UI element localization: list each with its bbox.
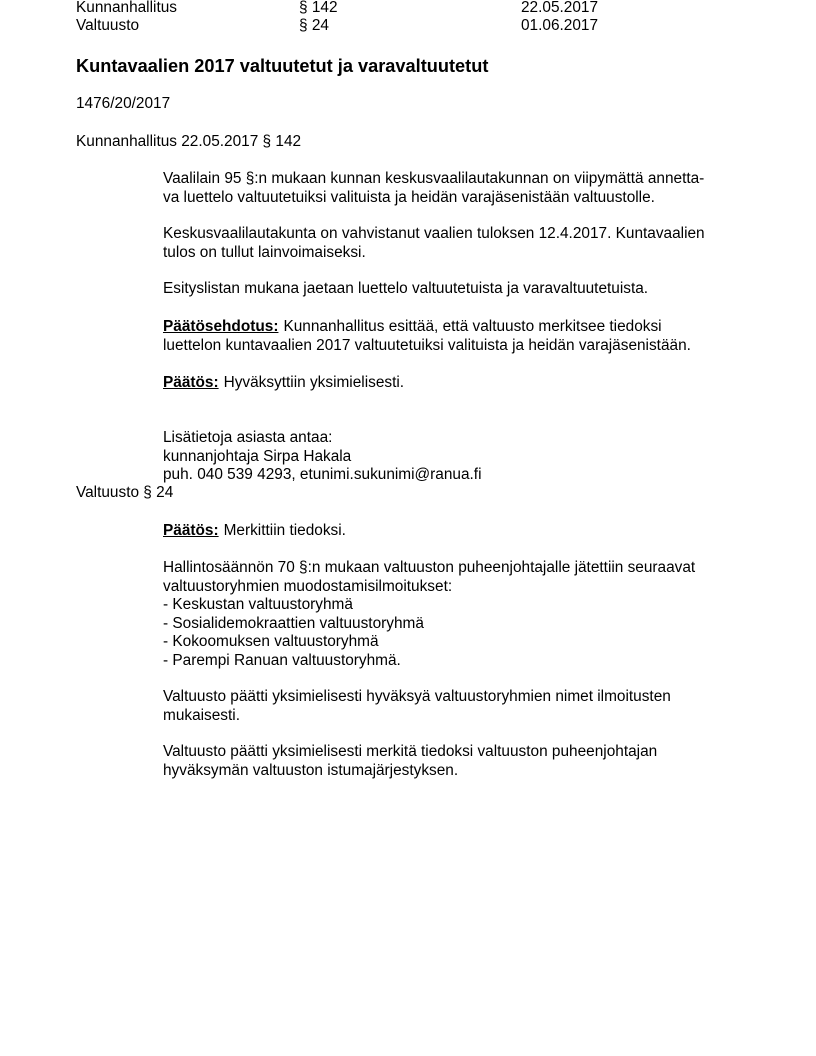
header-section-valtuusto: § 24	[299, 17, 329, 34]
kh-paragraph-2-line-1: Keskusvaalilautakunta on vahvistanut vaalien tuloksen 12.4.2017. Kuntavaalien	[163, 225, 705, 242]
seating-paragraph	[163, 743, 733, 780]
kh-decision-label: Päätös:	[163, 374, 219, 391]
valtuusto-heading: Valtuusto § 24	[76, 484, 174, 501]
header-date-kunnanhallitus: 22.05.2017	[521, 0, 599, 16]
header-body-valtuusto: Valtuusto	[76, 17, 140, 34]
seating-line-1: Valtuusto päätti yksimielisesti merkitä tiedoksi valtuuston puheenjohtajan	[163, 743, 658, 760]
contact-line-3: puh. 040 539 4293, etunimi.sukunimi@ranua.fi	[163, 466, 482, 483]
kh-paragraph-1-line-2: va luettelo valtuutetuiksi valituista ja heidän varajäsenistään valtuustolle.	[163, 188, 655, 206]
list-item: - Keskustan valtuustoryhmä	[163, 596, 353, 613]
kh-paragraph-1-line-1: Vaalilain 95 §:n mukaan kunnan keskusvaalilautakunnan on viipymättä annetta-	[163, 170, 705, 187]
kh-paragraph-1	[163, 170, 733, 207]
proposal-text-line-1: Kunnanhallitus esittää, että valtuusto merkitsee tiedoksi	[283, 318, 662, 335]
names-line-2: mukaisesti.	[163, 706, 240, 724]
kh-paragraph-2-line-2: tulos on tullut lainvoimaiseksi.	[163, 243, 366, 261]
valtuusto-decision	[163, 522, 733, 541]
groups-intro-line-2: valtuustoryhmien muodostamisilmoitukset:	[163, 577, 453, 595]
kh-decision	[163, 374, 733, 393]
valtuusto-decision-label: Päätös:	[163, 522, 219, 539]
record-number: 1476/20/2017	[76, 95, 171, 112]
kunnanhallitus-heading: Kunnanhallitus 22.05.2017 § 142	[76, 133, 302, 150]
groups-paragraph	[163, 559, 733, 670]
groups-intro-line-1: Hallintosäännön 70 §:n mukaan valtuuston puheenjohtajalle jätettiin seuraavat	[163, 559, 696, 576]
proposal-text-line-2: luettelon kuntavaalien 2017 valtuutetuiksi valituista ja heidän varajäsenistään.	[163, 336, 691, 354]
proposal-label: Päätösehdotus:	[163, 318, 279, 335]
kh-paragraph-3	[163, 280, 733, 299]
kh-proposal	[163, 318, 733, 355]
names-paragraph	[163, 688, 733, 725]
list-item: - Kokoomuksen valtuustoryhmä	[163, 633, 379, 650]
valtuusto-decision-text: Merkittiin tiedoksi.	[223, 522, 346, 539]
names-line-1: Valtuusto päätti yksimielisesti hyväksyä valtuustoryhmien nimet ilmoitusten	[163, 688, 671, 705]
kh-paragraph-3-line-1: Esityslistan mukana jaetaan luettelo valtuutetuista ja varavaltuutetuista.	[163, 280, 649, 297]
contact-line-2: kunnanjohtaja Sirpa Hakala	[163, 447, 352, 465]
seating-line-2: hyväksymän valtuuston istumajärjestyksen.	[163, 761, 459, 779]
kh-paragraph-2	[163, 225, 733, 262]
header-section-kunnanhallitus: § 142	[299, 0, 338, 16]
contact-line-1: Lisätietoja asiasta antaa:	[163, 429, 333, 446]
kh-decision-text: Hyväksyttiin yksimielisesti.	[223, 374, 405, 391]
header-body-kunnanhallitus: Kunnanhallitus	[76, 0, 177, 16]
header-date-valtuusto: 01.06.2017	[521, 17, 599, 34]
page-title: Kuntavaalien 2017 valtuutetut ja varavaltuutetut	[76, 56, 489, 76]
list-item: - Parempi Ranuan valtuustoryhmä.	[163, 651, 401, 669]
list-item: - Sosialidemokraattien valtuustoryhmä	[163, 614, 424, 632]
contact-info	[163, 429, 733, 485]
